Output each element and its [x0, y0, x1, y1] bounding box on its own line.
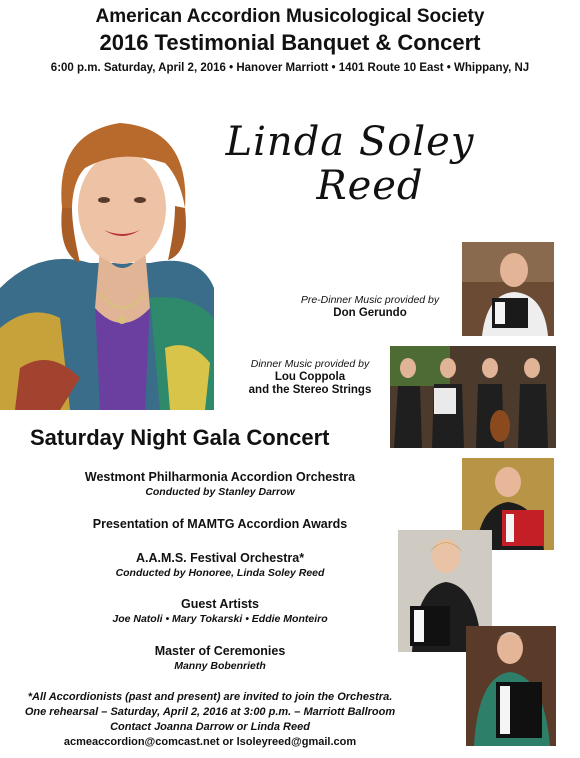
footer-line3: Contact Joanna Darrow or Linda Reed [110, 721, 310, 733]
footer-emails: acmeaccordion@comcast.net or lsoleyreed@gmail.com [63, 736, 357, 748]
program-item-sub: Manny Bobenrieth [174, 660, 266, 672]
honoree-portrait-image [0, 88, 214, 410]
program-item-3 [40, 550, 400, 580]
program-item-title: Presentation of MAMTG Accordion Awards [92, 517, 348, 531]
dinner-photo [390, 346, 556, 448]
program-item-sub: Conducted by Stanley Darrow [145, 486, 295, 498]
guest-accordionist-photo [466, 626, 556, 746]
event-title: 2016 Testimonial Banquet & Concert [99, 30, 481, 55]
dinner-performer-line1: Lou Coppola [274, 371, 346, 383]
program-item-title: Master of Ceremonies [154, 644, 286, 658]
program-item-1 [40, 469, 400, 499]
program-item-5 [40, 643, 400, 673]
program-item-title: A.A.M.S. Festival Orchestra* [135, 551, 305, 565]
gala-title: Saturday Night Gala Concert [30, 425, 330, 450]
dinner-credit [240, 358, 380, 397]
predinner-credit [300, 294, 440, 320]
predinner-performer: Don Gerundo [333, 307, 407, 319]
accordionist-photo-1 [462, 242, 554, 336]
stereo-strings-photo [390, 346, 556, 448]
program-item-4 [40, 596, 400, 626]
org-title: American Accordion Musicological Society [95, 6, 485, 27]
program-item-2 [40, 516, 400, 532]
honoree-name-line2: Reed [316, 163, 424, 209]
honoree-name [220, 120, 480, 208]
honoree-name-line1: Linda Soley [225, 119, 475, 165]
dinner-performer-line2: and the Stereo Strings [248, 384, 372, 396]
footer-line1: *All Accordionists (past and present) are invited to join the Orchestra. [27, 691, 393, 703]
program-item-title: Guest Artists [180, 597, 260, 611]
event-details: 6:00 p.m. Saturday, April 2, 2016 • Hanover Marriott • 1401 Route 10 East • Whippany, NJ [50, 62, 530, 74]
accordionist-photo-4 [466, 626, 556, 746]
predinner-photo [462, 242, 554, 336]
predinner-label: Pre-Dinner Music provided by [300, 294, 440, 306]
program-item-title: Westmont Philharmonia Accordion Orchestra [84, 470, 356, 484]
honoree-photo [0, 88, 214, 410]
program-item-sub: Conducted by Honoree, Linda Soley Reed [115, 567, 325, 579]
program-item-sub: Joe Natoli • Mary Tokarski • Eddie Monteiro [112, 613, 328, 625]
dinner-label: Dinner Music provided by [250, 358, 370, 370]
footer-line2: One rehearsal – Saturday, April 2, 2016 at 3:00 p.m. – Marriott Ballroom [24, 706, 396, 718]
footer-notes [10, 690, 410, 750]
